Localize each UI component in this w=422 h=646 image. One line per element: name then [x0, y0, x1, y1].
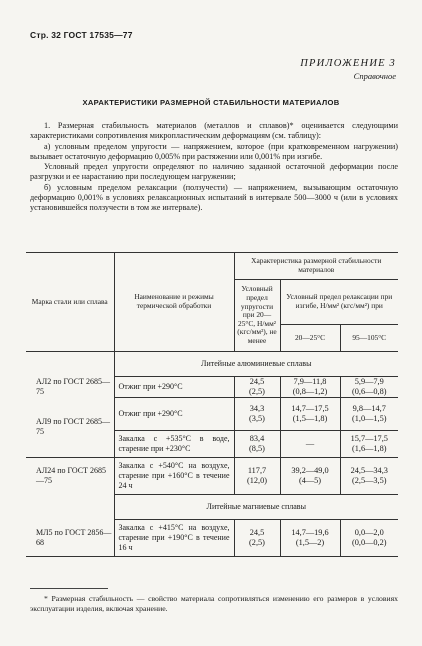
value-relax-20: 7,9—11,8: [293, 377, 327, 386]
value-elasticity-kgf: (2,5): [249, 387, 265, 396]
relaxation-header: Условный предел релаксации при изгибе, Н/мм² (кгс/мм²) при: [280, 280, 398, 325]
value-elasticity-kgf: (12,0): [246, 476, 268, 485]
section-aluminum: Литейные алюминиевые сплавы: [201, 358, 312, 368]
value-relax-20: 39,2—49,0: [291, 466, 329, 475]
paragraph-2: а) условным пределом упругости — напряжением, которое (при кратковременном нагружении) вызывает остаточную деформацию 0,005% при растяжении или 0,001% при изгибе.: [30, 141, 398, 161]
row-mark: МЛ5 по ГОСТ 2856—68: [26, 520, 114, 557]
footnote: * Размерная стабильность — свойство материала сопротивляться изменению его размеров в условиях эксплуатации изделия, включая хранение.: [30, 594, 398, 613]
col-header-elasticity: Условный предел упругости при 20—25°С, Н/мм² (кгс/мм²), не менее: [234, 280, 280, 352]
value-elasticity-kgf: (2,5): [249, 538, 265, 547]
page-header-label: Стр. 32 ГОСТ 17535—77: [30, 30, 133, 40]
value-elasticity: 34,3: [249, 404, 265, 413]
row-mark: АЛ9 по ГОСТ 2685—75: [26, 398, 114, 458]
value-relax-95: 15,7—17,5: [350, 434, 388, 443]
document-title: ХАРАКТЕРИСТИКИ РАЗМЕРНОЙ СТАБИЛЬНОСТИ МАТЕРИАЛОВ: [82, 98, 340, 107]
col-header-mark: Марка стали или сплава: [26, 253, 114, 352]
value-elasticity-kgf: (8,5): [249, 444, 265, 453]
body-text: [30, 121, 398, 214]
table-row: [26, 398, 398, 431]
value-relax-20-kgf: (1,5—2): [295, 538, 325, 547]
table-row: [26, 377, 398, 398]
value-relax-95-kgf: (0,6—0,8): [351, 387, 387, 396]
appendix-title: ПРИЛОЖЕНИЕ 3: [300, 58, 396, 69]
row-treatment: Отжиг при +290°С: [114, 398, 234, 431]
group-header: Характеристика размерной стабильности материалов: [234, 253, 398, 280]
paragraph-3: Условный предел упругости определяют по наличию заданной остаточной деформации после разгрузки и ее нарастанию при последующем нагружении;: [30, 162, 398, 182]
table-row: [26, 458, 398, 495]
paragraph-4: б) условным пределом релаксации (ползучести) — напряжением, вызывающим остаточную деформацию 0,001% в условиях релаксационных испытаний в интервале 500—3000 ч (или в условиях установившейся ползучести в том же интервале).: [30, 182, 398, 213]
stability-table: [26, 252, 398, 557]
value-relax-20-kgf: (4—5): [298, 476, 322, 485]
row-mark: АЛ2 по ГОСТ 2685—75: [26, 377, 114, 398]
value-elasticity: 83,4: [249, 434, 265, 443]
table-row: [26, 520, 398, 557]
value-elasticity: 24,5: [249, 377, 265, 386]
value-relax-20-kgf: (0,8—1,2): [292, 387, 328, 396]
value-relax-95: 24,5—34,3: [350, 466, 388, 475]
appendix-block: [300, 58, 396, 81]
paragraph-1: 1. Размерная стабильность материалов (металлов и сплавов)* оценивается следующими характеристиками сопротивления микропластическим деформациям (см. таблицу):: [30, 121, 398, 141]
value-relax-95: 5,9—7,9: [354, 377, 384, 386]
value-elasticity: 117,7: [247, 466, 267, 475]
row-mark: АЛ24 по ГОСТ 2685—75: [26, 458, 114, 495]
value-relax-95-kgf: (0,0—0,2): [351, 538, 387, 547]
value-relax-95-kgf: (1,0—1,5): [351, 414, 387, 423]
row-treatment: Закалка с +540°С на воздухе, старение при +160°С в течение 24 ч: [114, 458, 234, 495]
value-relax-95-kgf: (1,6—1,8): [351, 444, 387, 453]
appendix-note: Справочное: [353, 71, 396, 81]
value-relax-95: 0,0—2,0: [354, 528, 384, 537]
value-relax-20: 14,7—19,6: [291, 528, 329, 537]
footnote-divider: [30, 588, 108, 589]
value-elasticity-kgf: (3,5): [249, 414, 265, 423]
value-elasticity: 24,5: [249, 528, 265, 537]
section-magnesium: Литейные магниевые сплавы: [206, 501, 306, 511]
row-treatment: Закалка с +535°С в воде, старение при +230°С: [114, 431, 234, 458]
value-relax-95-kgf: (2,5—3,5): [351, 476, 387, 485]
col-header-temp-95: 95—105°С: [340, 325, 398, 352]
row-treatment: Отжиг при +290°С: [114, 377, 234, 398]
row-treatment: Закалка с +415°С на воздухе, старение при +190°С в течение 16 ч: [114, 520, 234, 557]
col-header-treatment: Наименование и режимы термической обработки: [114, 253, 234, 352]
value-relax-20: —: [305, 439, 315, 448]
value-relax-20: 14,7—17,5: [291, 404, 329, 413]
col-header-temp-20: 20—25°С: [280, 325, 340, 352]
value-relax-20-kgf: (1,5—1,8): [292, 414, 328, 423]
value-relax-95: 9,8—14,7: [352, 404, 386, 413]
